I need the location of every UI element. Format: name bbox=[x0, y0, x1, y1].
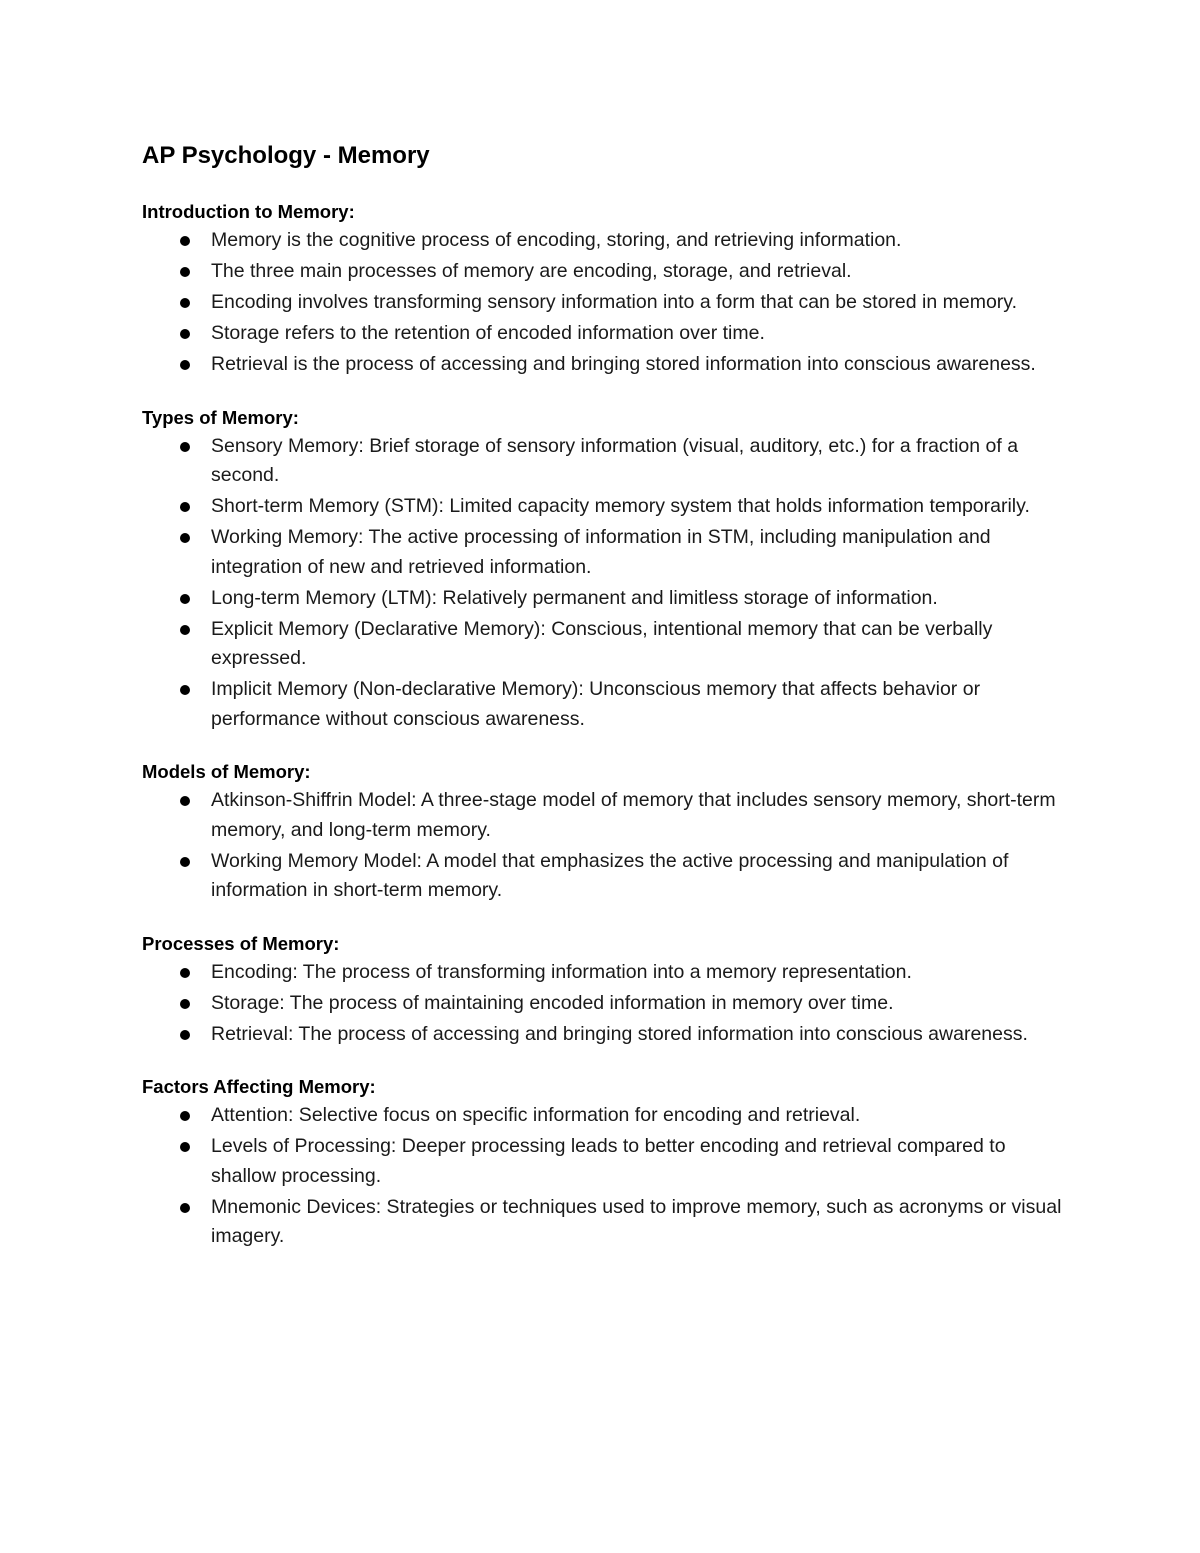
sections-container bbox=[142, 198, 1062, 1252]
list-item-text: Memory is the cognitive process of encoding, storing, and retrieving information. bbox=[211, 229, 902, 251]
bullet-dot-icon bbox=[180, 329, 190, 339]
bullet-dot-icon bbox=[180, 533, 190, 543]
list-item-text: Short-term Memory (STM): Limited capacity memory system that holds information temporarily. bbox=[211, 495, 1030, 517]
bullet-list bbox=[142, 958, 1062, 1050]
bullet-dot-icon bbox=[180, 236, 190, 246]
section-heading: Factors Affecting Memory: bbox=[142, 1076, 376, 1097]
list-item bbox=[142, 584, 1062, 614]
list-item-text: Encoding involves transforming sensory information into a form that can be stored in memory. bbox=[211, 291, 1018, 313]
bullet-dot-icon bbox=[180, 999, 190, 1009]
list-item-text: Working Memory Model: A model that emphasizes the active processing and manipulation of information in short-term memory. bbox=[211, 849, 1009, 901]
list-item-text: Retrieval is the process of accessing and bringing stored information into conscious awareness. bbox=[211, 353, 1036, 375]
list-item-text: Explicit Memory (Declarative Memory): Conscious, intentional memory that can be verbally expressed. bbox=[211, 617, 993, 669]
list-item-text: Implicit Memory (Non-declarative Memory): Unconscious memory that affects behavior or performance without conscious awareness. bbox=[211, 678, 981, 730]
document-title: AP Psychology - Memory bbox=[142, 142, 430, 169]
list-item bbox=[142, 1132, 1062, 1191]
list-item bbox=[142, 675, 1062, 734]
list-item bbox=[142, 492, 1062, 522]
list-item-text: Sensory Memory: Brief storage of sensory information (visual, auditory, etc.) for a fraction of a second. bbox=[211, 434, 1019, 486]
list-item-text: Encoding: The process of transforming information into a memory representation. bbox=[211, 960, 912, 983]
bullet-dot-icon bbox=[180, 857, 190, 867]
list-item-text: Storage: The process of maintaining encoded information in memory over time. bbox=[211, 991, 894, 1014]
bullet-dot-icon bbox=[180, 625, 190, 635]
bullet-list bbox=[142, 786, 1062, 906]
list-item-text: Levels of Processing: Deeper processing leads to better encoding and retrieval compared to shallow processing. bbox=[211, 1135, 1006, 1187]
bullet-dot-icon bbox=[180, 442, 190, 452]
bullet-dot-icon bbox=[180, 1111, 190, 1121]
bullet-dot-icon bbox=[180, 594, 190, 604]
list-item bbox=[142, 257, 1062, 287]
list-item bbox=[142, 615, 1062, 674]
section-heading: Models of Memory: bbox=[142, 761, 311, 782]
section-heading: Introduction to Memory: bbox=[142, 201, 355, 222]
list-item bbox=[142, 1020, 1062, 1050]
section bbox=[142, 198, 1062, 380]
bullet-dot-icon bbox=[180, 1030, 190, 1040]
list-item bbox=[142, 350, 1062, 380]
section bbox=[142, 930, 1062, 1050]
list-item bbox=[142, 226, 1062, 256]
bullet-dot-icon bbox=[180, 1142, 190, 1152]
bullet-dot-icon bbox=[180, 502, 190, 512]
list-item-text: Working Memory: The active processing of information in STM, including manipulation and integration of new and retrieved information. bbox=[211, 526, 991, 578]
list-item bbox=[142, 989, 1062, 1019]
list-item bbox=[142, 319, 1062, 349]
bullet-list bbox=[142, 226, 1062, 380]
list-item-text: Long-term Memory (LTM): Relatively permanent and limitless storage of information. bbox=[211, 586, 938, 609]
bullet-dot-icon bbox=[180, 360, 190, 370]
bullet-dot-icon bbox=[180, 796, 190, 806]
bullet-dot-icon bbox=[180, 1203, 190, 1213]
list-item bbox=[142, 847, 1062, 906]
list-item-text: Atkinson-Shiffrin Model: A three-stage model of memory that includes sensory memory, short-term memory, and long-term memory. bbox=[211, 789, 1056, 841]
bullet-list bbox=[142, 1101, 1062, 1252]
bullet-list bbox=[142, 432, 1062, 735]
bullet-dot-icon bbox=[180, 267, 190, 277]
section bbox=[142, 758, 1062, 906]
list-item bbox=[142, 432, 1062, 491]
bullet-dot-icon bbox=[180, 968, 190, 978]
list-item-text: Attention: Selective focus on specific information for encoding and retrieval. bbox=[211, 1104, 861, 1126]
list-item bbox=[142, 786, 1062, 845]
section-heading: Processes of Memory: bbox=[142, 932, 340, 954]
list-item-text: Retrieval: The process of accessing and bringing stored information into conscious awareness. bbox=[211, 1022, 1028, 1045]
section-heading: Types of Memory: bbox=[142, 406, 299, 428]
section bbox=[142, 404, 1062, 735]
document-page bbox=[142, 136, 1062, 1253]
list-item-text: Storage refers to the retention of encoded information over time. bbox=[211, 322, 765, 344]
list-item bbox=[142, 1193, 1062, 1252]
list-item-text: Mnemonic Devices: Strategies or techniques used to improve memory, such as acronyms or visual imagery. bbox=[211, 1195, 1062, 1247]
list-item bbox=[142, 958, 1062, 988]
list-item-text: The three main processes of memory are encoding, storage, and retrieval. bbox=[211, 260, 852, 282]
list-item bbox=[142, 523, 1062, 582]
section bbox=[142, 1073, 1062, 1252]
bullet-dot-icon bbox=[180, 685, 190, 695]
bullet-dot-icon bbox=[180, 298, 190, 308]
list-item bbox=[142, 288, 1062, 318]
list-item bbox=[142, 1101, 1062, 1131]
